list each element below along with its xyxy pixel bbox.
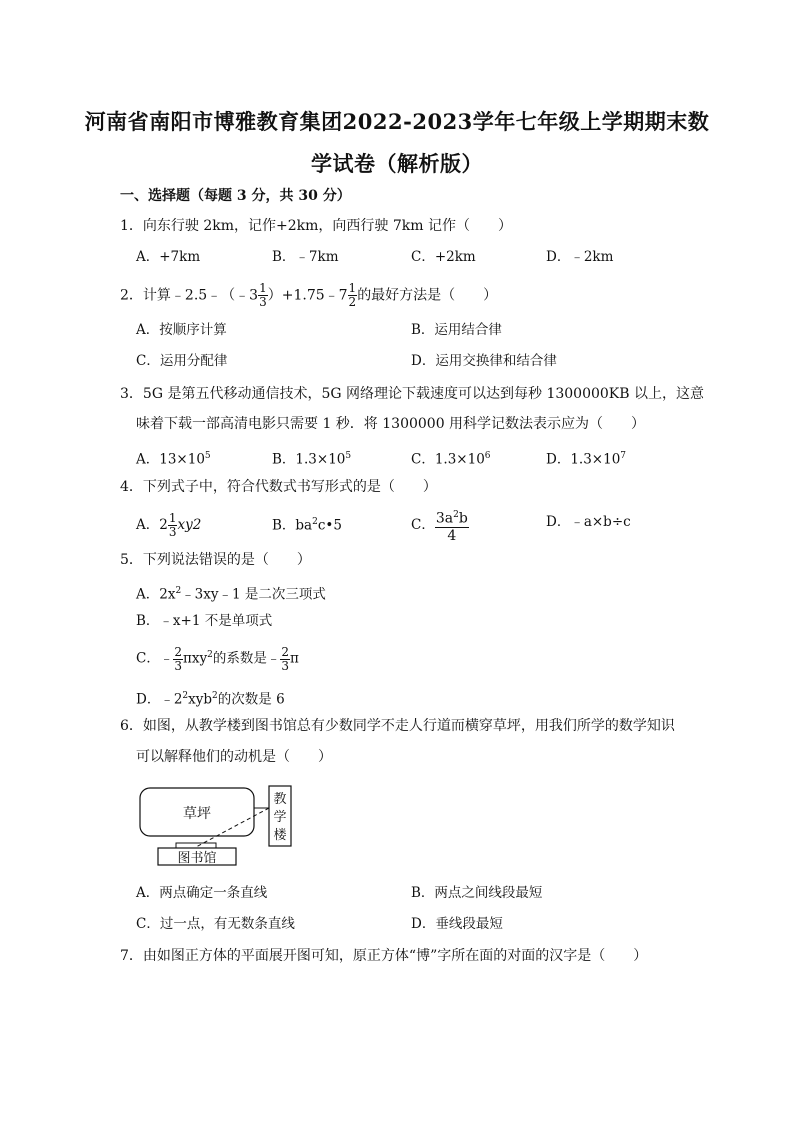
q4-option-d: D．﹣a×b÷c <box>546 514 631 530</box>
library-label: 图书馆 <box>177 851 217 866</box>
question-2-stem: 2．计算﹣2.5﹣（﹣3 $\frac{1}{3}$ ）+1.75﹣7 $\frac{1}{2}$ 的最好方法是（ ） <box>120 281 498 309</box>
building-char-2: 学 <box>273 810 287 825</box>
question-7-stem: 7．由如图正方体的平面展开图可知，原正方体“博”字所在面的对面的汉字是（ ） <box>120 948 648 964</box>
library-door <box>176 843 216 848</box>
lawn-label: 草坪 <box>183 806 211 822</box>
q3-option-c: C．$1.3\times 10^6$ <box>411 451 491 468</box>
q1-option-a: A．+7km <box>136 249 201 265</box>
q6-option-b: B．两点之间线段最短 <box>411 885 543 901</box>
q5-option-d: D．$﹣2^2xyb^2$的次数是 6 <box>136 691 285 708</box>
q3-option-d: D．$1.3\times 10^7$ <box>546 451 627 468</box>
question-4-stem: 4．下列式子中，符合代数式书写形式的是（ ） <box>120 479 437 495</box>
q4-option-a: A．2 $\frac{1}{3}$ xy2 <box>136 511 202 539</box>
q4-option-c: C． $\frac{3a^2b}{4}$ <box>411 507 469 544</box>
q2-option-b: B．运用结合律 <box>411 322 502 338</box>
question-3-line2: 味着下载一部高清电影只需要 1 秒．将 1300000 用科学记数法表示应为（ ） <box>136 416 646 432</box>
q3-option-a: A．$13\times 10^5$ <box>136 451 211 468</box>
q4-option-b: B．$ba^2c•5$ <box>272 517 342 534</box>
q1-option-d: D．﹣2km <box>546 249 614 265</box>
q6-option-d: D．垂线段最短 <box>411 916 503 932</box>
q5-option-a: A．$2x^2﹣3xy﹣1$ 是二次三项式 <box>136 586 326 603</box>
fraction-one-half: $\frac{1}{2}$ <box>348 281 357 309</box>
page-title-line1: 河南省南阳市博雅教育集团2022-2023学年七年级上学期期末数 <box>84 109 710 134</box>
q3-option-b: B．$1.3\times 10^5$ <box>272 451 352 468</box>
q5-option-b: B．﹣x+1 不是单项式 <box>136 613 273 629</box>
q1-option-b: B．﹣7km <box>272 249 339 265</box>
section-heading: 一、选择题（每题 3 分，共 30 分） <box>120 188 351 204</box>
fraction-one-third: $\frac{1}{3}$ <box>259 281 267 309</box>
question-1-stem: 1．向东行驶 2km，记作+2km，向西行驶 7km 记作（ ） <box>120 218 512 234</box>
question-6-line2: 可以解释他们的动机是（ ） <box>136 749 332 765</box>
building-char-1: 教 <box>273 792 287 807</box>
q2-option-c: C．运用分配律 <box>136 353 228 369</box>
q1-option-c: C．+2km <box>411 249 476 265</box>
q5-option-c: C．﹣ $\frac{2}{3}$ πxy$^2$的系数是﹣ $\frac{2}{3}$ π <box>136 644 299 673</box>
question-6-line1: 6．如图，从教学楼到图书馆总有少数同学不走人行道而横穿草坪，用我们所学的数学知识 <box>120 718 675 734</box>
q6-option-a: A．两点确定一条直线 <box>136 885 268 901</box>
q6-option-c: C．过一点，有无数条直线 <box>136 916 295 932</box>
q2-option-a: A．按顺序计算 <box>136 322 227 338</box>
page-title-line2: 学试卷（解析版） <box>311 151 483 176</box>
question-3-line1: 3．5G 是第五代移动通信技术，5G 网络理论下载速度可以达到每秒 1300000KB 以上，这意 <box>120 386 704 402</box>
q2-option-d: D．运用交换律和结合律 <box>411 353 557 369</box>
building-char-3: 楼 <box>273 828 287 843</box>
question-5-stem: 5．下列说法错误的是（ ） <box>120 552 311 568</box>
q6-figure <box>136 780 306 870</box>
